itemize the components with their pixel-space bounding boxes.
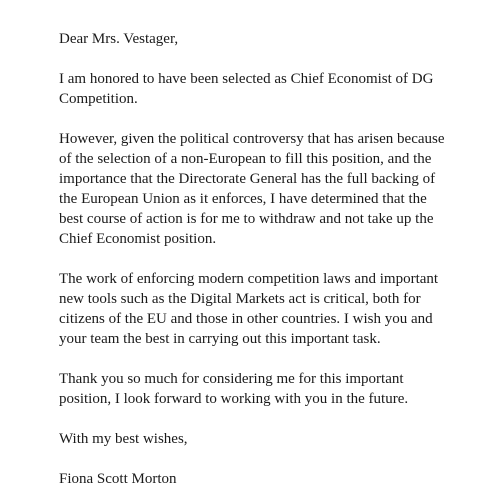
signature-name: Fiona Scott Morton [59,471,177,487]
salutation: Dear Mrs. Vestager, [59,31,179,47]
paragraph-competition-work: The work of enforcing modern competition laws and important new tools such as the Digital Markets act is critical, both for citizens of the EU and those in other countries. I wish you and your team the best in carrying out this important task. [59,271,439,347]
closing: With my best wishes, [59,431,188,447]
paragraph-thanks: Thank you so much for considering me for this important position, I look forward to working with you in the future. [59,371,409,407]
paragraph-withdrawal: However, given the political controversy that has arisen because of the selection of a non-European to fill this position, and the importance that the Directorate General has the full backing of the European Union as it enforces, I have determined that the best course of action is for me to withdraw and not take up the Chief Economist position. [59,131,445,247]
paragraph-appointment: I am honored to have been selected as Chief Economist of DG Competition. [59,71,434,107]
letter-body [59,29,489,489]
